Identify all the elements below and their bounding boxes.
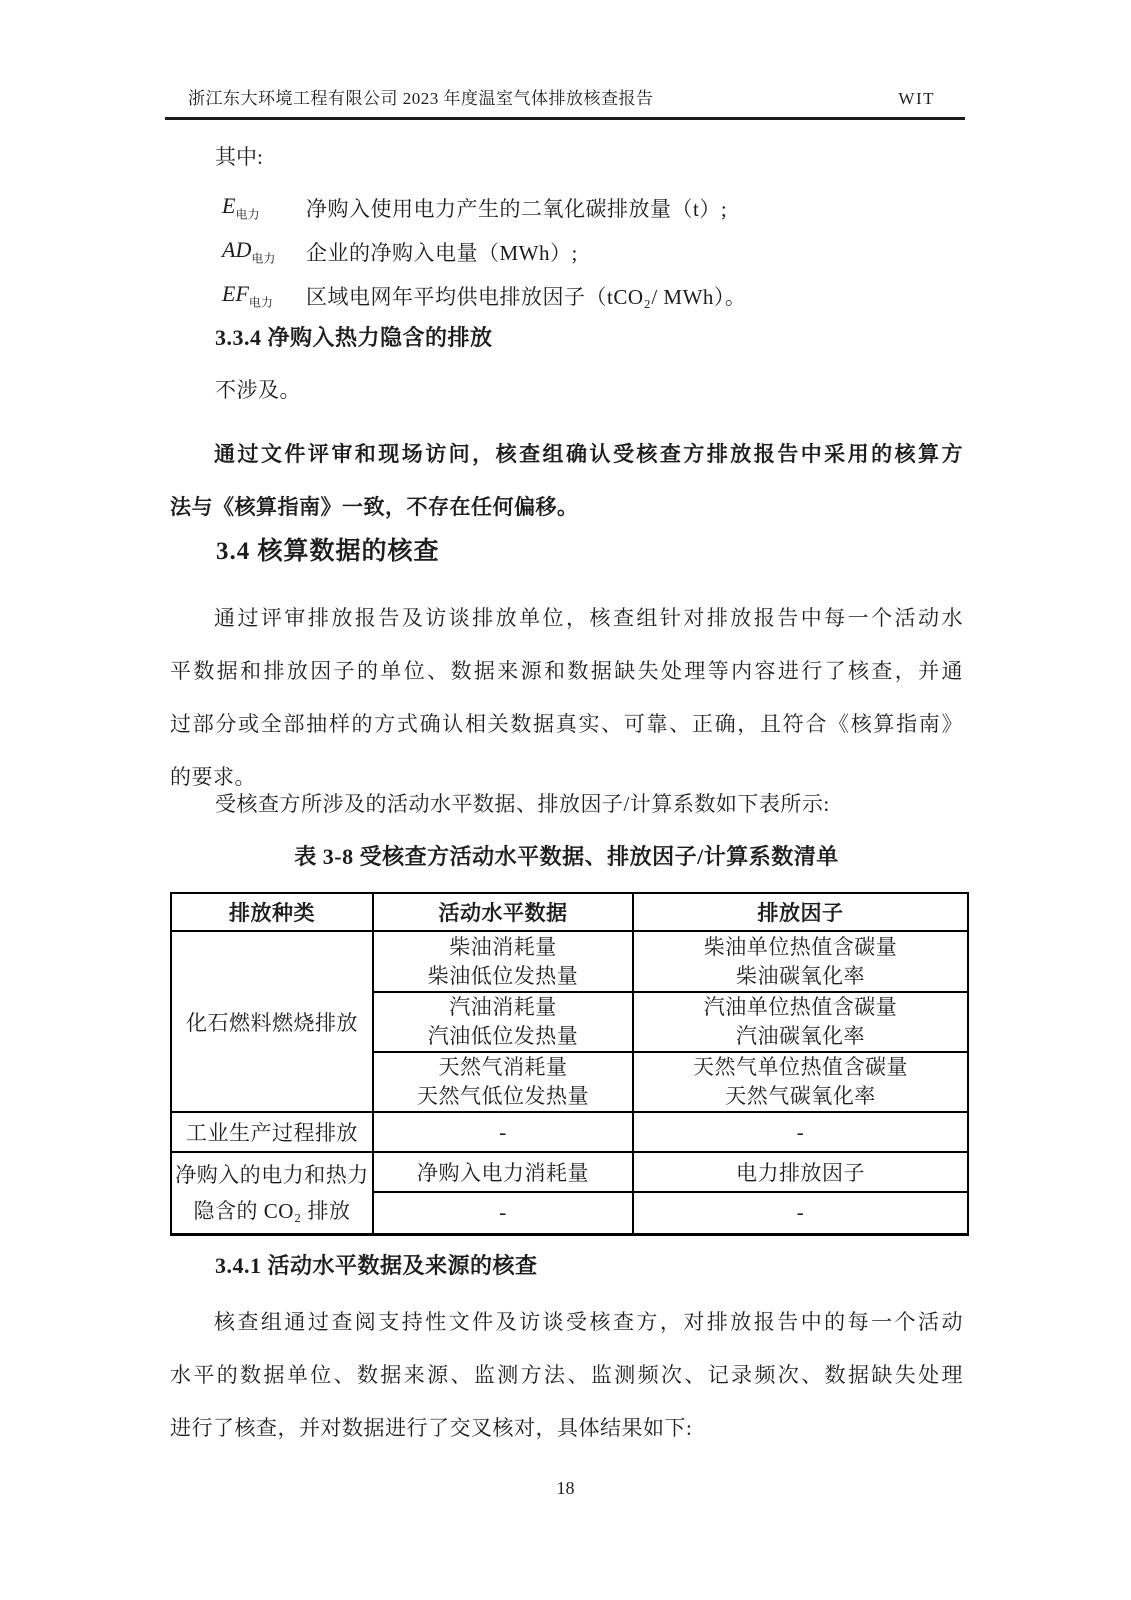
paragraph-line: 进行了核查，并对数据进行了交叉核对，具体结果如下:: [170, 1416, 693, 1440]
where-label: 其中:: [215, 145, 263, 169]
table-row-purchased-power: [171, 1152, 968, 1192]
cell-activity-industrial: -: [373, 1112, 633, 1152]
symbol-ad-power: [222, 237, 306, 266]
cell-activity-natural-gas: [373, 1052, 633, 1112]
paragraph-line: 平数据和排放因子的单位、数据来源和数据缺失处理等内容进行了核查，并通: [170, 659, 963, 683]
symbol-letter: AD: [222, 237, 252, 263]
definition-text: 企业的净购入电量（MWh）;: [306, 241, 578, 265]
cell-factor-natural-gas: [633, 1052, 968, 1112]
column-header-activity-data: 活动水平数据: [373, 893, 633, 931]
symbol-subscript: 电力: [251, 251, 276, 266]
activity-verification-paragraph: [170, 1296, 963, 1455]
cell-line: 天然气低位发热量: [417, 1084, 589, 1108]
cell-line: 天然气单位热值含碳量: [693, 1055, 908, 1079]
cell-activity-gasoline: [373, 992, 633, 1052]
conclusion-paragraph: [170, 428, 963, 534]
paragraph-line: 法与《核算指南》一致，不存在任何偏移。: [170, 495, 579, 519]
cell-category-purchased-power: [171, 1152, 373, 1234]
symbol-e-power: [222, 193, 306, 222]
brand-logo: WIT: [898, 89, 935, 108]
symbol-subscript: 电力: [235, 207, 260, 222]
cell-line: 汽油低位发热量: [427, 1024, 579, 1048]
symbol-ef-power: [222, 281, 306, 310]
symbol-letter: E: [222, 193, 236, 219]
cell-factor-purchased-power: 电力排放因子: [633, 1152, 968, 1192]
page-number: 18: [556, 1478, 575, 1498]
cell-line: 汽油单位热值含碳量: [703, 995, 898, 1019]
cell-category-industrial: 工业生产过程排放: [171, 1112, 373, 1152]
cell-line: 柴油碳氧化率: [736, 963, 865, 988]
column-header-emission-type: 排放种类: [171, 893, 373, 931]
cell-factor-industrial: -: [633, 1112, 968, 1152]
table-caption: 表 3-8 受核查方活动水平数据、排放因子/计算系数清单: [294, 844, 839, 869]
cell-line: 汽油消耗量: [449, 995, 557, 1019]
definition-text: 净购入使用电力产生的二氧化碳排放量（t）;: [306, 197, 728, 221]
table-intro-text: 受核查方所涉及的活动水平数据、排放因子/计算系数如下表所示:: [215, 792, 830, 816]
cell-activity-purchased-power: 净购入电力消耗量: [373, 1152, 633, 1192]
activity-data-table: [170, 892, 969, 1236]
cell-activity-diesel: [373, 931, 633, 992]
paragraph-line: 通过文件评审和现场访问，核查组确认受核查方排放报告中采用的核算方: [214, 442, 963, 466]
definition-text: 区域电网年平均供电排放因子（tCO₂/ MWh）。: [306, 285, 747, 309]
cell-factor-diesel: [633, 931, 968, 992]
page-header: [170, 84, 963, 109]
cell-category-fossil-fuel: 化石燃料燃烧排放: [171, 931, 373, 1112]
paragraph-line: 通过评审排放报告及访谈排放单位，核查组针对排放报告中每一个活动水: [214, 606, 963, 630]
section-heading-3-4: 3.4 核算数据的核查: [216, 538, 440, 565]
cell-factor-purchased-heat: -: [633, 1192, 968, 1234]
paragraph-line: 过部分或全部抽样的方式确认相关数据真实、可靠、正确，且符合《核算指南》: [170, 712, 963, 736]
symbol-letter: EF: [222, 281, 249, 307]
paragraph-line: 核查组通过查阅支持性文件及访谈受核查方，对排放报告中的每一个活动: [214, 1310, 963, 1334]
cell-line: 柴油低位发热量: [427, 963, 579, 988]
table-header-row: [171, 893, 968, 931]
cell-factor-gasoline: [633, 992, 968, 1052]
verification-paragraph: [170, 592, 963, 804]
cell-line: 柴油消耗量: [449, 934, 557, 959]
cell-line: 天然气消耗量: [438, 1055, 568, 1079]
header-rule: [165, 117, 965, 120]
report-title: 浙江东大环境工程有限公司 2023 年度温室气体排放核查报告: [188, 89, 654, 108]
cell-line: 柴油单位热值含碳量: [703, 934, 898, 959]
symbol-definitions: [170, 186, 963, 318]
section-heading-3-4-1: 3.4.1 活动水平数据及来源的核查: [215, 1253, 538, 1278]
cell-line: 天然气碳氧化率: [725, 1084, 876, 1108]
table-row-industrial-process: [171, 1112, 968, 1152]
cell-line: 隐含的 CO₂ 排放: [193, 1198, 351, 1223]
definition-row-ad-power: [170, 230, 963, 274]
not-involved-text: 不涉及。: [215, 378, 301, 402]
table-row-diesel: [171, 931, 968, 992]
paragraph-line: 水平的数据单位、数据来源、监测方法、监测频次、记录频次、数据缺失处理: [170, 1363, 963, 1387]
cell-activity-purchased-heat: -: [373, 1192, 633, 1234]
column-header-emission-factor: 排放因子: [633, 893, 968, 931]
cell-line: 净购入的电力和热力: [175, 1162, 369, 1187]
cell-line: 汽油碳氧化率: [736, 1024, 865, 1048]
paragraph-line: 的要求。: [170, 765, 256, 789]
definition-row-e-power: [170, 186, 963, 230]
symbol-subscript: 电力: [248, 295, 273, 310]
definition-row-ef-power: [170, 274, 963, 318]
section-heading-3-3-4: 3.3.4 净购入热力隐含的排放: [215, 325, 493, 350]
